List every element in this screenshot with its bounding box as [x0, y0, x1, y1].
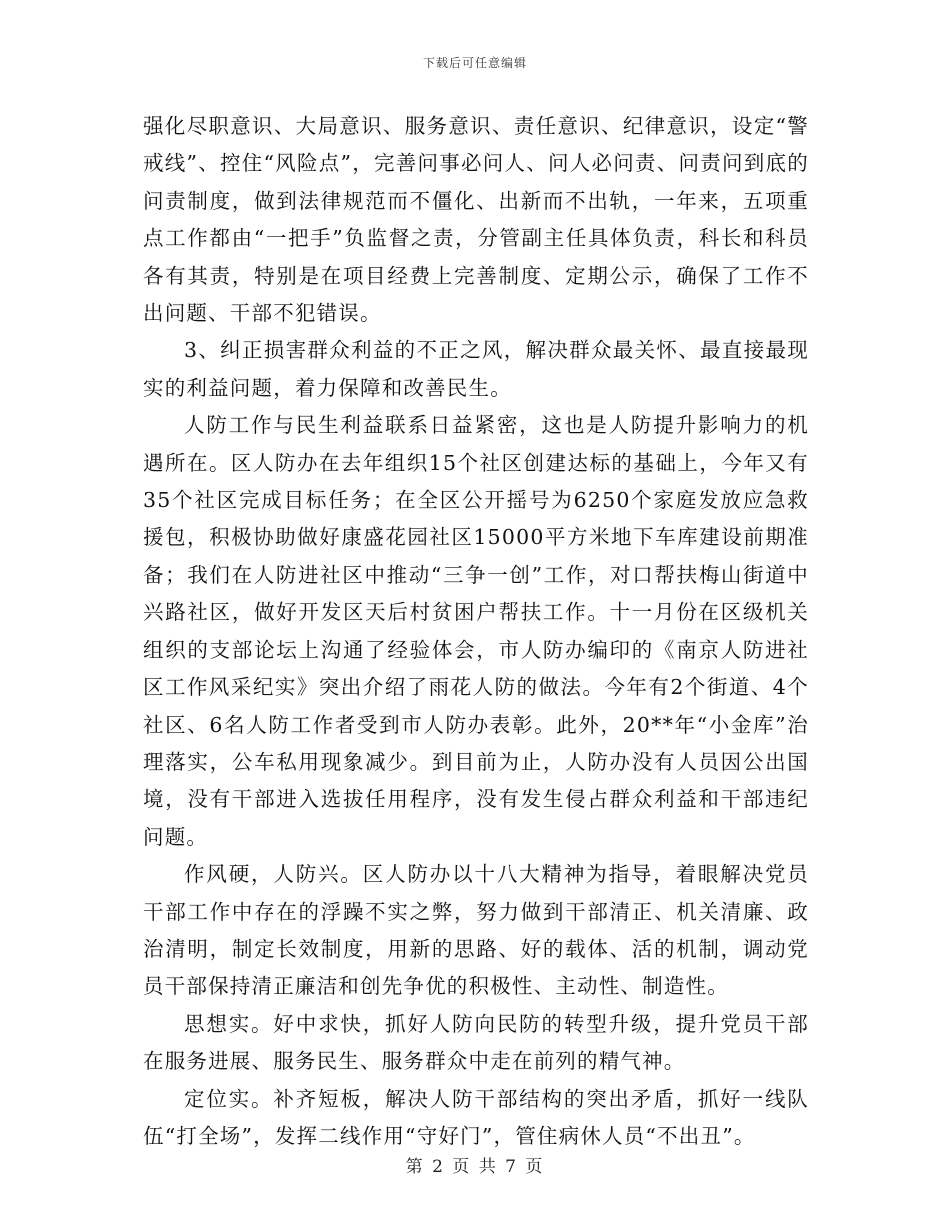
paragraph-positioning: 定位实。补齐短板，解决人防干部结构的突出矛盾，抓好一线队伍“打全场”，发挥二线作用“守好门”，管住病休人员“不出丑”。 [143, 1086, 809, 1148]
page-number-footer: 第 2 页 共 7 页 [405, 1157, 545, 1177]
page-header: 下载后可任意编辑 [422, 56, 527, 70]
paragraph-section-3-heading: 3、纠正损害群众利益的不正之风，解决群众最关怀、最直接最现实的利益问题，着力保障和改善民生。 [143, 338, 809, 400]
paragraph-work-style: 作风硬，人防兴。区人防办以十八大精神为指导，着眼解决党员干部工作中存在的浮躁不实之弊，努力做到干部清正、机关清廉、政治清明，制定长效制度，用新的思路、好的载体、活的机制，调动党员干部保持清正廉洁和创先争优的积极性、主动性、制造性。 [143, 862, 809, 999]
paragraph-continuation: 强化尽职意识、大局意识、服务意识、责任意识、纪律意识，设定“警戒线”、控住“风险点”，完善问事必问人、问人必问责、问责问到底的问责制度，做到法律规范而不僵化、出新而不出轨，一年来，五项重点工作都由“一把手”负监督之责，分管副主任具体负责，科长和科员各有其责，特别是在项目经费上完善制度、定期公示，确保了工作不出问题、干部不犯错误。 [143, 114, 809, 326]
document-body [143, 108, 809, 1155]
paragraph-thought: 思想实。好中求快，抓好人防向民防的转型升级，提升党员干部在服务进展、服务民生、服务群众中走在前列的精气神。 [143, 1011, 809, 1074]
paragraph-civil-defense-livelihood: 人防工作与民生利益联系日益紧密，这也是人防提升影响力的机遇所在。区人防办在去年组织15个社区创建达标的基础上，今年又有35个社区完成目标任务；在全区公开摇号为6250个家庭发放应急救援包，积极协助做好康盛花园社区15000平方米地下车库建设前期准备；我们在人防进社区中推动“三争一创”工作，对口帮扶梅山街道中兴路社区，做好开发区天后村贫困户帮扶工作。十一月份在区级机关组织的支部论坛上沟通了经验体会，市人防办编印的《南京人防进社区工作风采纪实》突出介绍了雨花人防的做法。今年有2个街道、4个社区、6名人防工作者受到市人防办表彰。此外，20**年“小金库”治理落实，公车私用现象减少。到目前为止，人防办没有人员因公出国境，没有干部进入选拔任用程序，没有发生侵占群众利益和干部违纪问题。 [143, 413, 809, 849]
